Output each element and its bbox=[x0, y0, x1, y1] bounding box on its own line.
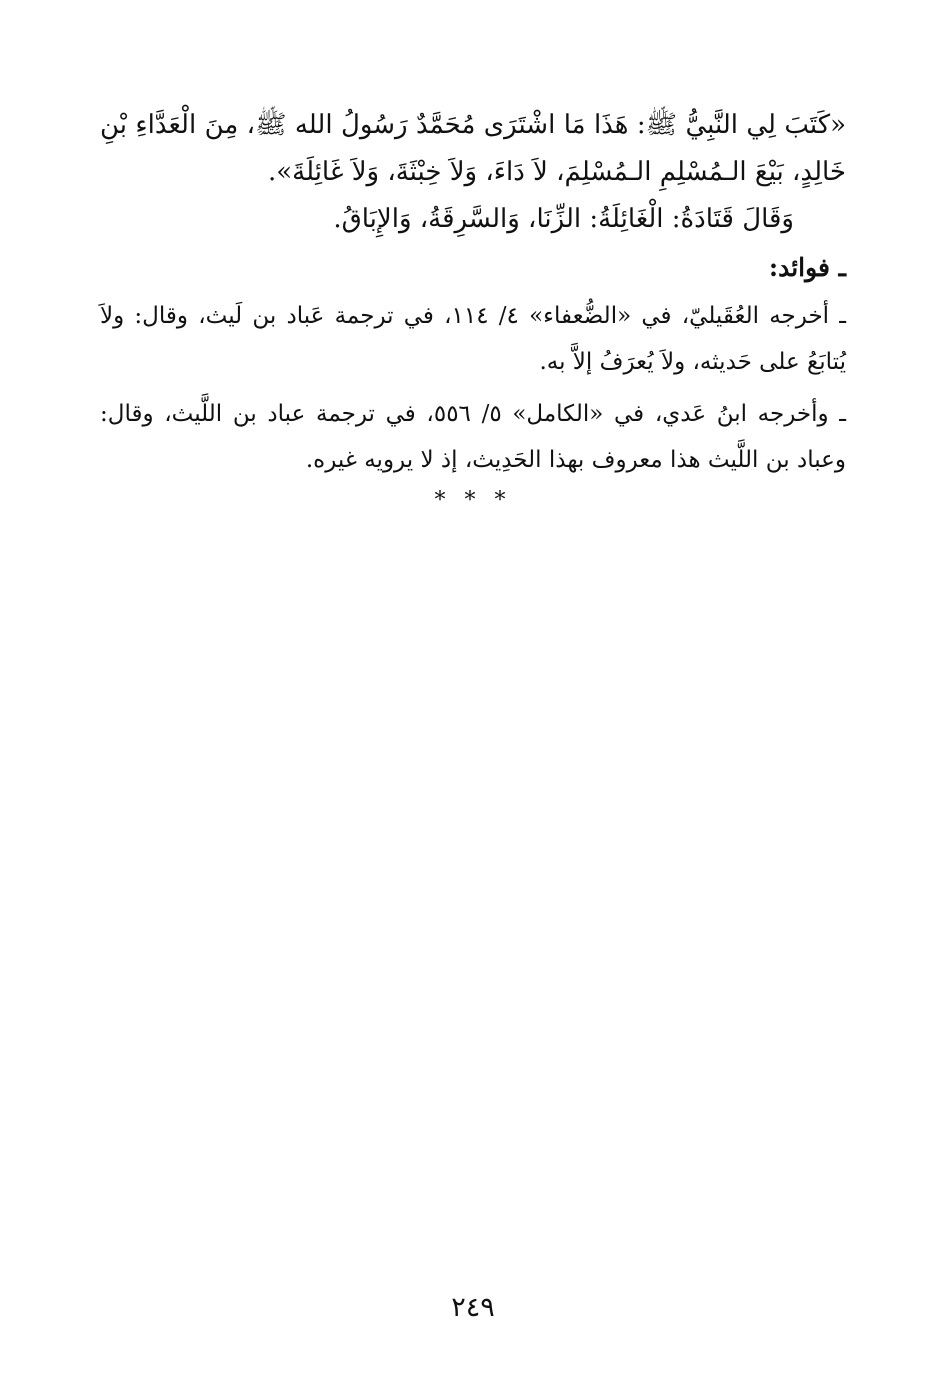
benefits-heading: ـ فوائد: bbox=[768, 253, 846, 282]
hadith-text: «كَتَبَ لِي النَّبِيُّ ﷺ: هَذَا مَا اشْتَرَى مُحَمَّدٌ رَسُولُ الله ﷺ، مِنَ الْعَدَّاءِ بْنِ خَالِدٍ، بَيْعَ الـمُسْلِمِ الـمُسْلِمَ، لاَ دَاءَ، وَلاَ خِبْثَةَ، وَلاَ غَائِلَةَ». bbox=[100, 110, 846, 187]
benefit-note-1: ـ أخرجه العُقَيليّ، في «الضُّعفاء» ٤/ ١١٤، في ترجمة عَباد بن لَيث، وقال: ولاَ يُتابَعُ على حَديثه، ولاَ يُعرَفُ إلاَّ به. bbox=[100, 303, 846, 375]
qatada-statement: وَقَالَ قَتَادَةُ: الْغَائِلَةُ: الزِّنَا، وَالسَّرِقَةُ، وَالإِبَاقُ. bbox=[333, 204, 794, 234]
section-separator: * * * bbox=[434, 488, 512, 513]
page-number: ٢٤٩ bbox=[451, 1292, 495, 1323]
page-body bbox=[100, 102, 846, 519]
benefit-note-2: ـ وأخرجه ابنُ عَدي، في «الكامل» ٥/ ٥٥٦، في ترجمة عباد بن اللَّيث، وقال: وعباد بن اللَّيث هذا معروف بهذا الحَدِيث، إذ لا يرويه غيره. bbox=[100, 401, 847, 473]
